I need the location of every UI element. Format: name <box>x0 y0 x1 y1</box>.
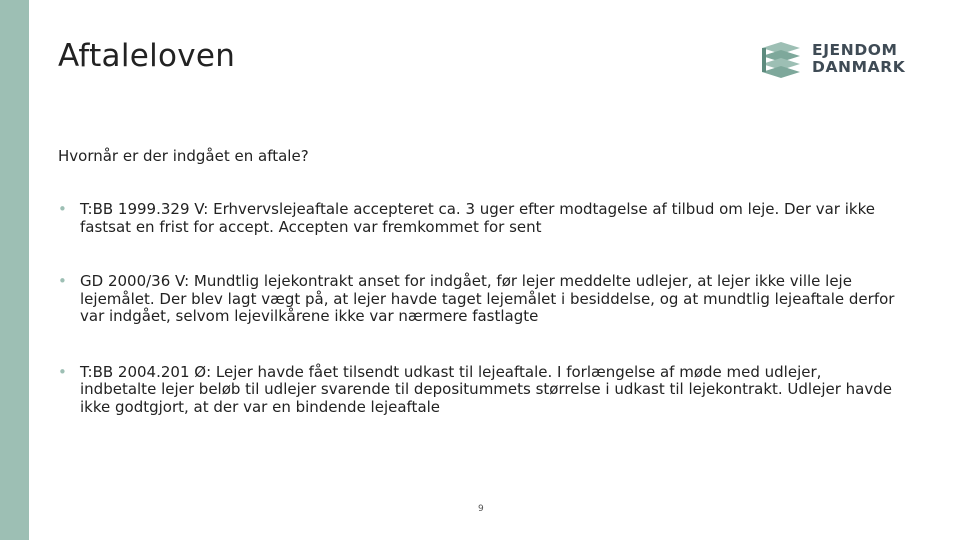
logo-line-1: EJENDOM <box>812 41 898 59</box>
bullet-text: T:BB 1999.329 V: Erhvervslejeaftale accepteret ca. 3 uger efter modtagelse af tilbud om leje. Der var ikke fastsat en frist for accept. Accepten var fremkommet for sent <box>80 200 875 236</box>
bullet-text: T:BB 2004.201 Ø: Lejer havde fået tilsendt udkast til lejeaftale. I forlængelse af møde med udlejer, indbetalte lejer beløb til udlejer svarende til depositummets størrelse i udkast til lejekontrakt. Udlejer havde ikke godtgjort, at der var en bindende lejeaftale <box>80 362 892 416</box>
bullet-list <box>58 201 898 416</box>
slide-title: Aftaleloven <box>58 38 236 74</box>
bullet-marker: • <box>58 200 67 218</box>
side-accent-band <box>0 0 29 540</box>
logo-wordmark <box>812 42 905 76</box>
bullet-marker: • <box>58 362 67 381</box>
bullet-item <box>58 201 898 236</box>
bullet-item <box>58 364 898 417</box>
logo-line-2: DANMARK <box>812 58 906 76</box>
logo-mark-icon <box>760 40 802 80</box>
bullet-text: GD 2000/36 V: Mundtlig lejekontrakt anset for indgået, før lejer meddelte udlejer, at lejer ikke ville leje lejemålet. Der blev lagt vægt på, at lejer havde taget lejemålet i besiddelse, og at mundtlig lejeaftale derfor var indgået, selvom lejevilkårene ikke var nærmere fastlagte <box>80 272 895 325</box>
ejendom-danmark-logo <box>760 40 910 80</box>
slide-question: Hvornår er der indgået en aftale? <box>58 147 309 165</box>
bullet-marker: • <box>58 272 67 290</box>
page-number: 9 <box>478 504 484 514</box>
bullet-item <box>58 273 898 326</box>
